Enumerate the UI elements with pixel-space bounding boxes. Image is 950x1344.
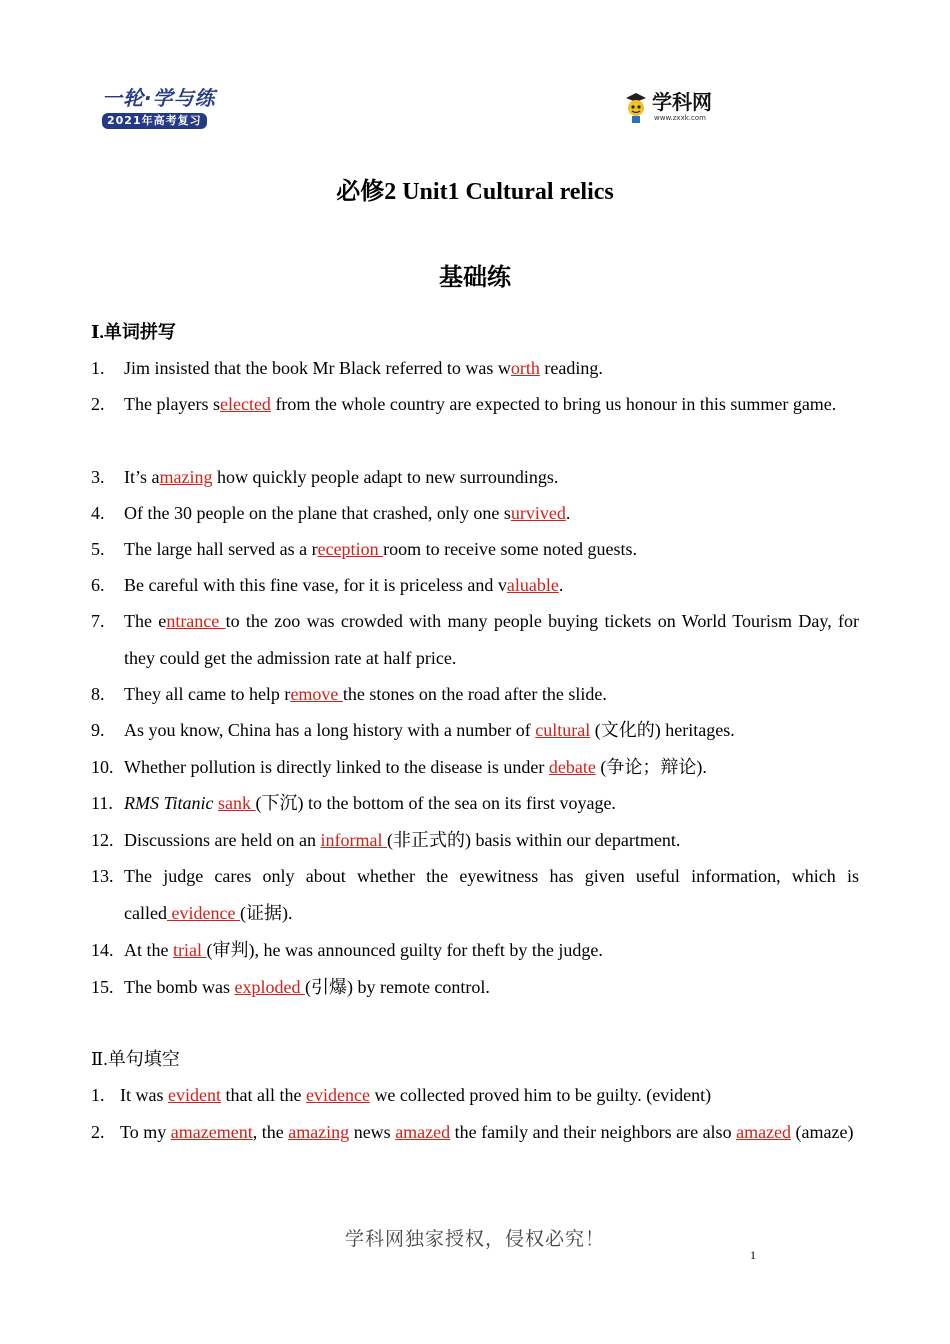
question-item [91,785,859,822]
question-number: 6. [91,575,105,595]
question-text: Whether pollution is directly linked to the disease is under debate (争论；辩论). [124,757,707,777]
mascot-icon [624,92,648,124]
question-number: 13. [91,866,114,886]
answer-text: informal [320,830,387,850]
question-text: The bomb was exploded (引爆) by remote control. [124,977,490,997]
page-number: 1 [750,1248,756,1262]
question-item [91,676,859,713]
question-number: 7. [91,611,105,631]
question-number: 3. [91,467,105,487]
question-item [91,932,859,969]
question-text: The players selected from the whole country are expected to bring us honour in this summer game. [124,394,837,414]
answer-text: evidence [166,903,240,923]
answer-text: aluable [506,575,559,595]
document-title: 必修2 Unit1 Cultural relics [336,179,614,205]
answer-text: amazing [288,1122,350,1142]
question-number: 2. [91,1122,105,1142]
logo-site-name: 学科网 [652,90,712,114]
answer-text: orth [510,358,540,378]
answer-text: amazed [395,1122,451,1142]
question-item [91,822,859,859]
question-number: 9. [91,720,105,740]
question-text: As you know, China has a long history with a number of cultural (文化的) heritages. [124,720,735,740]
answer-text: cultural [535,720,591,740]
logo-year-tag: 2021年高考复习 [102,113,207,129]
question-item [91,1077,859,1114]
question-number: 10. [91,757,114,777]
question-text: At the trial (审判), he was announced guilty for theft by the judge. [124,940,603,960]
header-right-logo [624,90,734,130]
question-number: 15. [91,977,114,997]
answer-text: evidence [305,1085,370,1105]
question-number: 11. [91,793,113,813]
answer-text: exploded [234,977,305,997]
question-text: The entrance to the zoo was crowded with many people buying tickets on World Tourism Day, for they could get the admission rate at half price. [124,611,860,668]
header-left-logo [102,86,228,134]
question-text: RMS Titanic sank (下沉) to the bottom of the sea on its first voyage. [124,793,616,813]
italic-text: RMS Titanic [124,793,214,813]
question-text: Be careful with this fine vase, for it is priceless and valuable. [124,575,564,595]
answer-text: mazing [159,467,213,487]
section2-heading: Ⅱ.单句填空 [91,1049,180,1069]
section1-heading: Ⅰ.单词拼写 [91,322,176,342]
question-item [91,969,859,1006]
question-text: It’s amazing how quickly people adapt to new surroundings. [124,467,559,487]
answer-text: emove [290,684,343,704]
question-text: They all came to help remove the stones on the road after the slide. [124,684,607,704]
question-item [91,386,859,423]
question-item [91,459,859,496]
question-item [91,495,859,532]
question-item [91,567,859,604]
question-text: Of the 30 people on the plane that crashed, only one survived. [124,503,571,523]
question-text: The large hall served as a reception room to receive some noted guests. [124,539,638,559]
question-number: 5. [91,539,105,559]
answer-text: debate [548,757,596,777]
question-item [91,603,859,677]
answer-text: elected [219,394,271,414]
answer-text: amazement [170,1122,253,1142]
answer-text: sank [218,793,256,813]
question-text: To my amazement, the amazing news amazed the family and their neighbors are also amazed (amaze) [120,1122,854,1142]
logo-site-url: www.zxxk.com [654,114,706,122]
answer-text: trial [173,940,207,960]
question-number: 14. [91,940,114,960]
answer-text: evident [168,1085,221,1105]
question-number: 4. [91,503,105,523]
answer-text: eception [317,539,384,559]
question-item [91,712,859,749]
footer-copyright: 学科网独家授权，侵权必究！ [344,1228,605,1250]
logo-brand-text: 一轮·学与练 [102,86,216,110]
question-number: 1. [91,358,105,378]
question-text: Jim insisted that the book Mr Black referred to was worth reading. [124,358,603,378]
question-number: 8. [91,684,105,704]
answer-text: urvived [510,503,566,523]
question-item [91,531,859,568]
question-text: Discussions are held on an informal (非正式的) basis within our department. [124,830,681,850]
answer-text: ntrance [166,611,226,631]
question-item [91,1114,859,1151]
question-text: The judge cares only about whether the eyewitness has given useful information, which is called evidence (证据). [124,866,859,923]
question-number: 1. [91,1085,105,1105]
question-item [91,350,859,387]
question-number: 2. [91,394,105,414]
question-item [91,749,859,786]
document-subtitle: 基础练 [439,265,511,291]
question-item [91,858,859,932]
question-number: 12. [91,830,114,850]
answer-text: amazed [736,1122,792,1142]
question-text: It was evident that all the evidence we collected proved him to be guilty. (evident) [120,1085,712,1105]
